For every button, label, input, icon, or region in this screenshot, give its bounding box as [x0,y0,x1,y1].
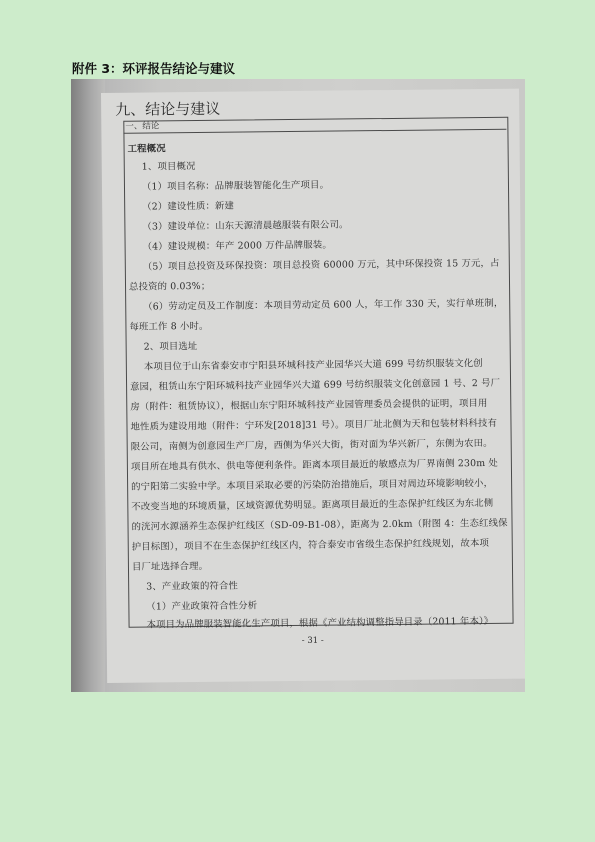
text-line: （1）产业政策符合性分析 [146,600,258,613]
text-line: 本项目为品牌服装智能化生产项目，根据《产业结构调整指导目录（2011 年本）》 [146,615,494,631]
text-line: 不改变当地的环境质量，区域资源优势明显。距离项目最近的生态保护红线区为东北侧 [131,497,494,513]
text-line: 总投资的 0.03%； [128,280,211,293]
text-line: 意园，租赁山东宁阳环城科技产业园华兴大道 699 号纺织服装文化创意园 1 号、2 号厂 [130,377,501,393]
text-line: 的宁阳第二实验中学。本项目采取必要的污染防治措施后，项目对周边环境影响较小， [131,477,494,493]
text-line: 目厂址选择合理。 [131,560,209,573]
text-line: 2、项目选址 [143,341,198,353]
text-line: 1、项目概况 [141,161,196,173]
text-line: （5）项目总投资及环保投资：项目总投资 60000 万元，其中环保投资 15 万元，占 [142,257,500,273]
attachment-title: 附件 3：环评报告结论与建议 [72,61,236,76]
text-line: （6）劳动定员及工作制度：本项目劳动定员 600 人，年工作 330 天，实行单班制， [143,297,504,313]
text-line: 护目标图），项目不在生态保护红线区内，符合泰安市省级生态保护红线规划，故本项 [131,537,490,553]
text-line: 地性质为建设用地（附件：宁环发[2018]31 号）。项目厂址北侧为天和包装材料科技有 [130,417,498,433]
text-line: 每班工作 8 小时。 [129,320,209,333]
overview-heading: 工程概况 [127,143,166,155]
photographed-page [101,89,525,683]
text-line: （2）建设性质：新建 [142,200,235,213]
text-line: 的洸河水源涵养生态保护红线区（SD-09-B1-08），距离为 2.0km（附图 4：生态红线保 [131,517,508,533]
document-photo [71,79,525,692]
page-number: - 31 - [301,635,324,646]
text-line: （1）项目名称：品牌服装智能化生产项目。 [141,179,330,193]
text-line: 项目所在地具有供水、供电等便利条件。距离本项目最近的敏感点为厂界南侧 230m 处 [130,457,498,473]
subsection-label: 一、结论 [125,121,160,132]
text-line: （4）建设规模：年产 2000 万件品牌服装。 [142,239,332,253]
text-line: 3、产业政策的符合性 [146,580,239,593]
text-line: 本项目位于山东省泰安市宁阳县环城科技产业园华兴大道 699 号纺织服装文化创 [143,358,483,373]
page-fold-shadow [71,79,105,692]
section-title: 九、结论与建议 [115,99,221,119]
text-line: （3）建设单位：山东天源清晨越服装有限公司。 [142,219,349,233]
text-line: 限公司，南侧为创意园生产厂房，西侧为华兴大街，街对面为华兴新厂，东侧为农田。 [130,437,493,453]
text-line: 房（附件：租赁协议），根据山东宁阳环城科技产业园管理委员会提供的证明，项目用 [130,397,488,413]
